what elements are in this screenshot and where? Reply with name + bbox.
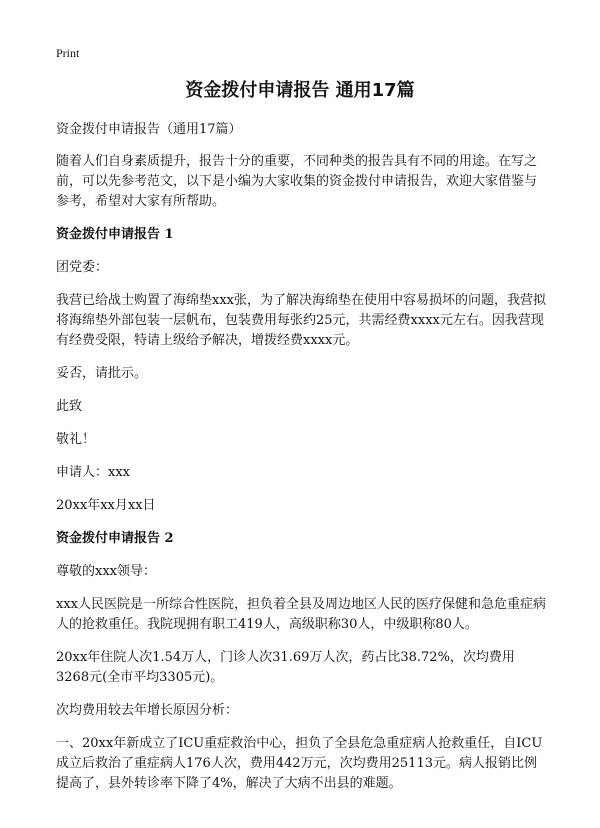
section-2-paragraph-3: 次均费用较去年增长原因分析： bbox=[56, 703, 239, 718]
section-2-heading: 资金拨付申请报告 2 bbox=[56, 531, 174, 546]
print-label[interactable]: Print bbox=[56, 46, 80, 60]
section-2-salutation: 尊敬的xxx领导： bbox=[56, 564, 156, 579]
document-subtitle: 资金拨付申请报告（通用17篇） bbox=[56, 122, 242, 137]
section-1-applicant: 申请人：xxx bbox=[56, 465, 130, 480]
section-1-body: 我营已给战士购置了海绵垫xxx张，为了解决海绵垫在使用中容易损坏的问题，我营拟将海绵垫外部包装一层帆布，包装费用每张约25元，共需经费xxxx元左右。因我营现有经费受限，特请上级给予解决，增拨经费xxxx元。 bbox=[56, 293, 546, 348]
section-1-heading: 资金拨付申请报告 1 bbox=[56, 227, 174, 242]
section-2-paragraph-2: 20xx年住院人次1.54万人，门诊人次31.69万人次，药占比38.72%，次均费用3268元(全市平均3305元)。 bbox=[56, 650, 515, 685]
section-1-closing-1: 此致 bbox=[56, 399, 83, 414]
section-1-date: 20xx年xx月xx日 bbox=[56, 498, 156, 513]
section-1-closing-2: 敬礼！ bbox=[56, 432, 96, 447]
section-1-request: 妥否，请批示。 bbox=[56, 366, 148, 381]
document-content bbox=[56, 120, 546, 807]
intro-paragraph: 随着人们自身素质提升，报告十分的重要，不同种类的报告具有不同的用途。在写之前，可以先参考范文，以下是小编为大家收集的资金拨付申请报告，欢迎大家借鉴与参考，希望对大家有所帮助。 bbox=[56, 154, 538, 209]
document-title: 资金拨付申请报告 通用17篇 bbox=[185, 80, 415, 101]
section-2-paragraph-4: 一、20xx年新成立了ICU重症救治中心，担负了全县危急重症病人抢救重任，自ICU成立后救治了重症病人176人次，费用442万元，次均费用25113元。病人报销比例提高了，县外转诊率下降了4%，解决了大病不出县的难题。 bbox=[56, 736, 543, 791]
section-1-salutation: 团党委： bbox=[56, 260, 109, 275]
section-2-paragraph-1: xxx人民医院是一所综合性医院，担负着全县及周边地区人民的医疗保健和急危重症病人的抢救重任。我院现拥有职工419人，高级职称30人，中级职称80人。 bbox=[56, 597, 546, 632]
